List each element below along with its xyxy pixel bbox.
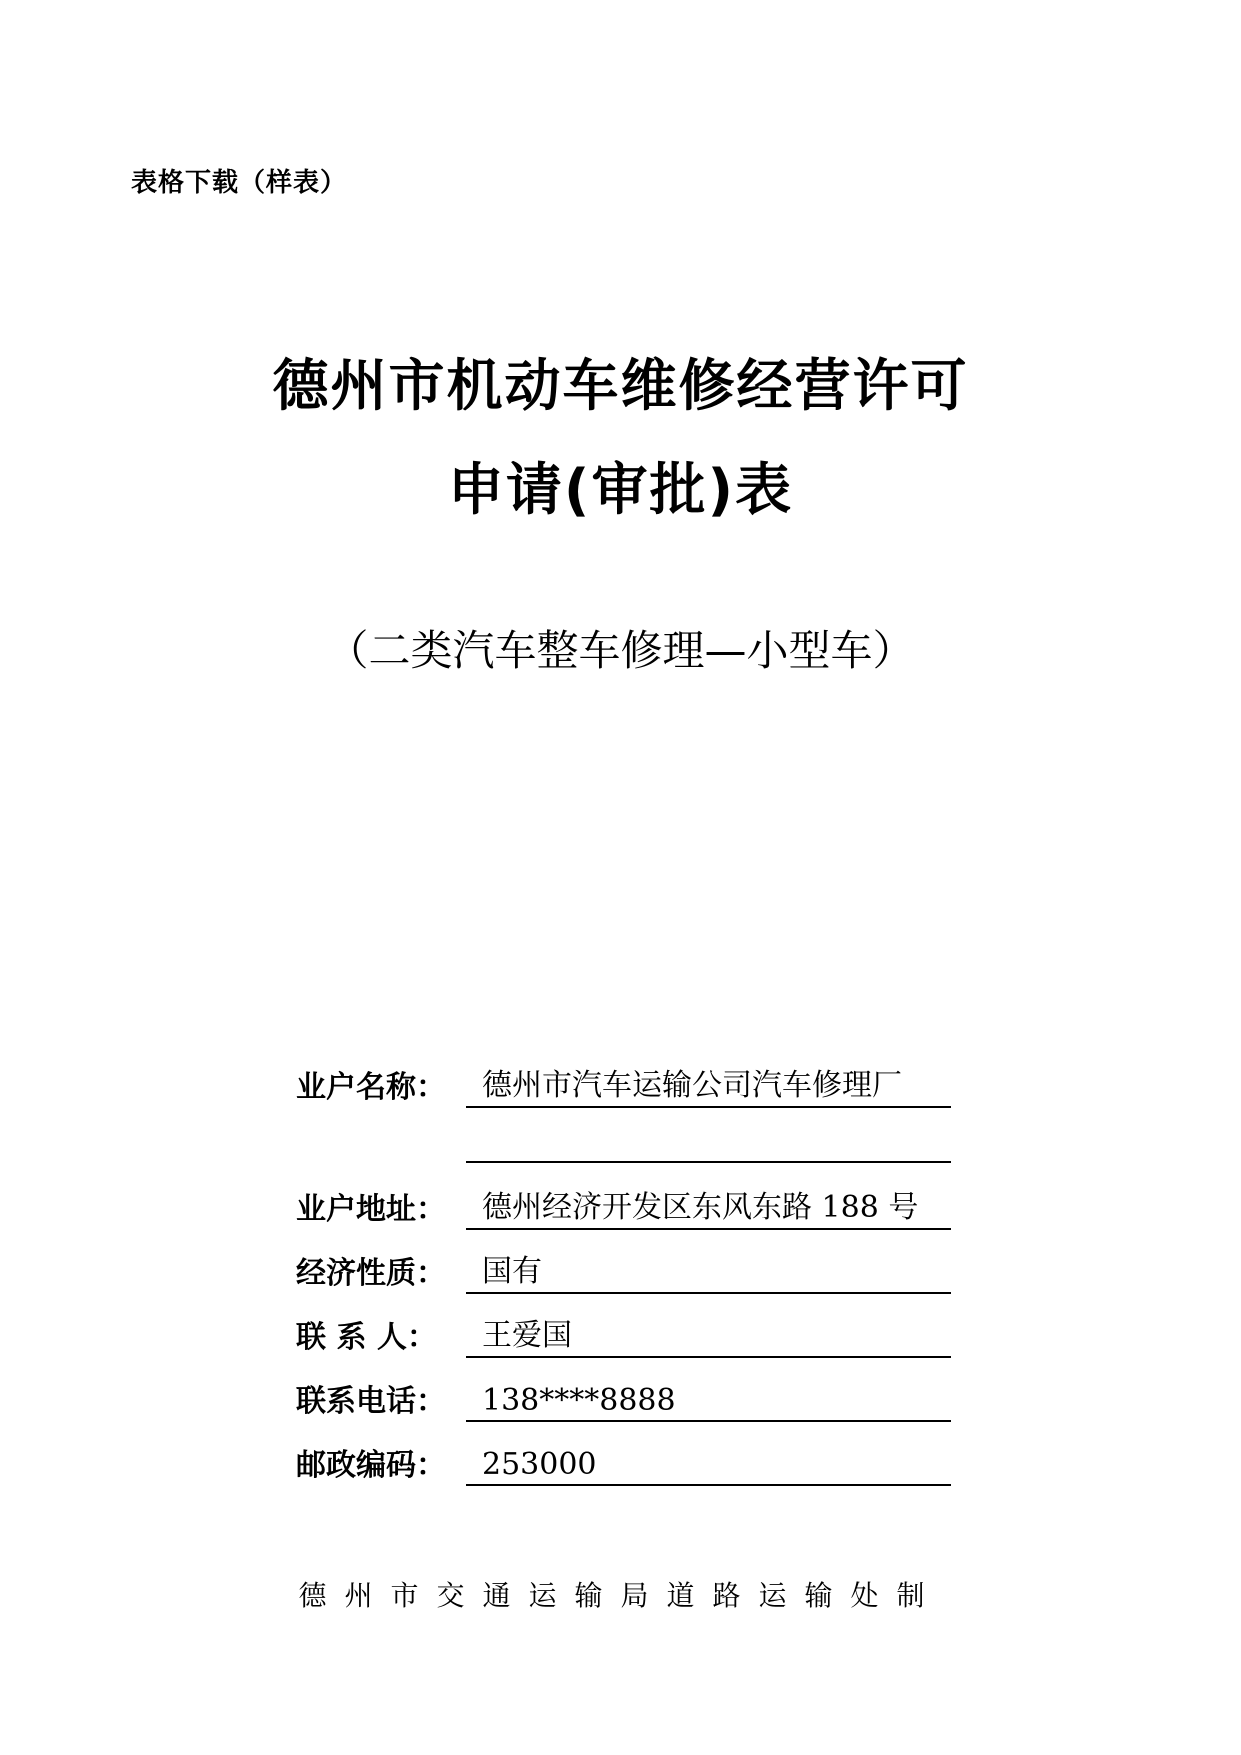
field-economic-nature (296, 1244, 956, 1294)
field-postal-code (296, 1436, 956, 1486)
document-title-line-1: 德州市机动车维修经营许可 (272, 354, 969, 419)
field-contact-phone (296, 1372, 956, 1422)
document-subtitle: （二类汽车整车修理—小型车） (326, 626, 915, 675)
document-title-line-2: 申请(审批)表 (447, 458, 794, 523)
field-value: 国有 (482, 1254, 542, 1289)
field-underline (466, 1440, 951, 1486)
field-label: 业户名称： (296, 1070, 446, 1105)
field-business-address (296, 1180, 956, 1230)
field-underline (466, 1062, 951, 1108)
issuer-footer: 德州市交通运输局道路运输处制 (298, 1579, 943, 1612)
field-value: 253000 (482, 1447, 597, 1482)
field-value: 德州经济开发区东风东路 188 号 (482, 1190, 919, 1225)
field-business-name (296, 1058, 956, 1108)
field-label: 邮政编码： (296, 1448, 446, 1483)
header-note: 表格下载（样表） (131, 168, 348, 198)
field-contact-person (296, 1308, 956, 1358)
field-value: 德州市汽车运输公司汽车修理厂 (482, 1068, 902, 1103)
field-label: 经济性质： (296, 1256, 446, 1291)
blank-underline (466, 1161, 951, 1163)
field-underline (466, 1312, 951, 1358)
field-label: 联 系 人： (296, 1320, 437, 1355)
field-underline (466, 1376, 951, 1422)
field-label: 联系电话： (296, 1384, 446, 1419)
field-value: 王爱国 (482, 1318, 572, 1353)
field-underline (466, 1184, 951, 1230)
field-underline (466, 1248, 951, 1294)
field-value: 138****8888 (482, 1383, 676, 1418)
field-label: 业户地址： (296, 1192, 446, 1227)
